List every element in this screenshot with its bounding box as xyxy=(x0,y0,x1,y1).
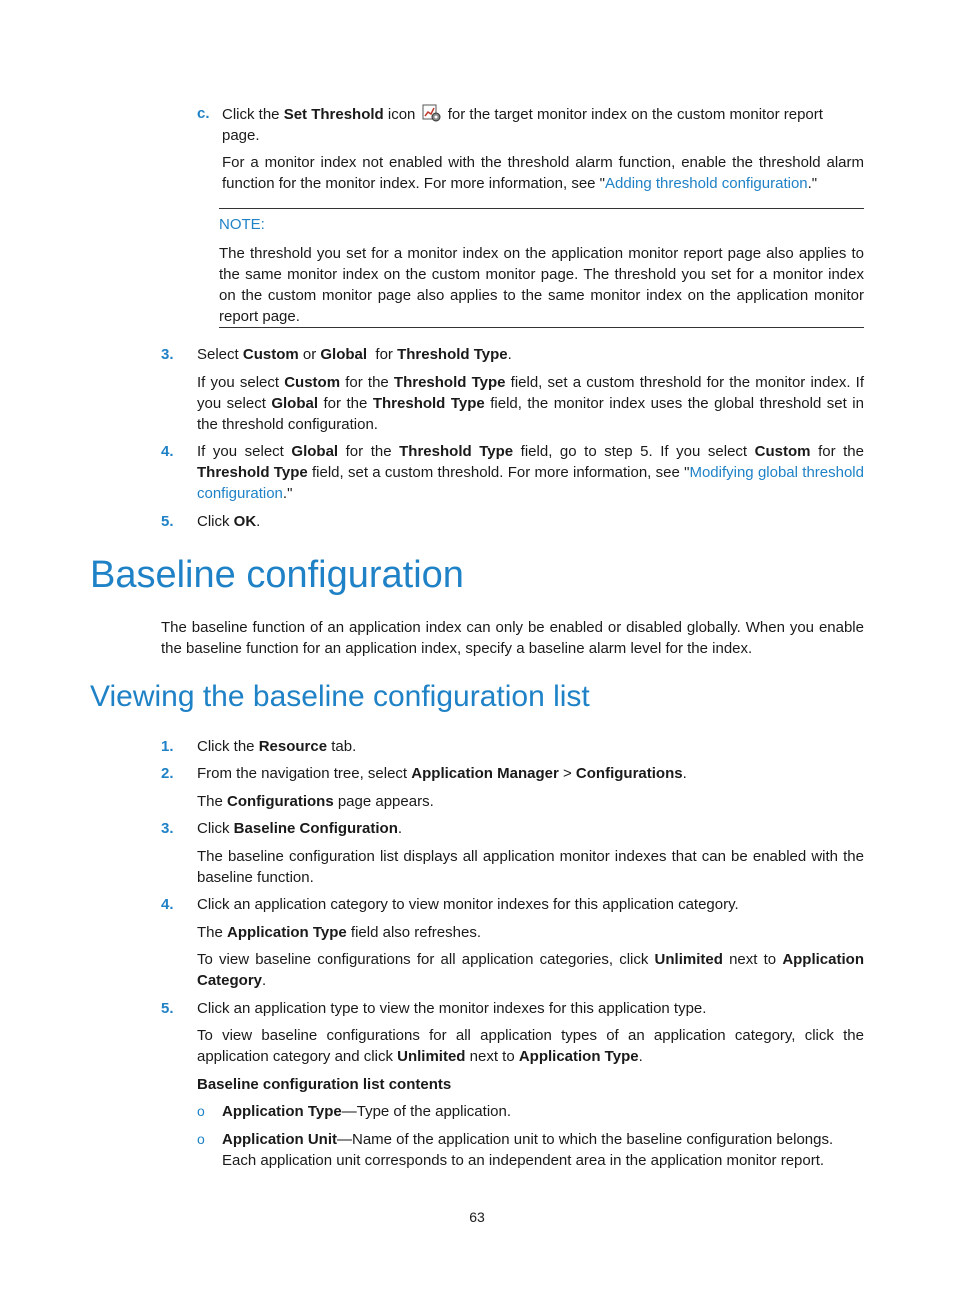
view-step-2-number: 2. xyxy=(161,765,174,782)
view-step-2-detail: The Configurations page appears. xyxy=(197,793,434,810)
page-number: 63 xyxy=(469,1209,485,1225)
set-threshold-icon xyxy=(422,103,442,123)
view-step-4-number: 4. xyxy=(161,896,174,913)
view-step-4-text: Click an application category to view monitor indexes for this application category. xyxy=(197,896,739,913)
step-c-text: Click the Set Threshold icon for the target monitor index on the custom monitor report page. xyxy=(222,103,864,146)
list-item-application-type: Application Type—Type of the application. xyxy=(222,1103,512,1120)
view-step-2-text: From the navigation tree, select Application Manager > Configurations. xyxy=(197,765,687,782)
modifying-global-threshold-link[interactable]: Modifying global threshold configuration xyxy=(197,464,864,502)
step-c-marker: c. xyxy=(197,105,210,122)
step-4-text: If you select Global for the Threshold Type field, go to step 5. If you select Custom for the Threshold Type field, set a custom threshold. For more information, see "Modifying global threshold configuration." xyxy=(197,443,864,502)
view-step-5-text: Click an application type to view the monitor indexes for this application type. xyxy=(197,1000,707,1017)
bullet-2-glyph: o xyxy=(197,1131,205,1147)
view-step-3-text: Click Baseline Configuration. xyxy=(197,820,403,837)
note-label: NOTE: xyxy=(219,216,265,233)
baseline-heading: Baseline configuration xyxy=(90,554,464,596)
note-top-rule xyxy=(219,208,864,209)
view-step-3-number: 3. xyxy=(161,820,174,837)
note-bottom-rule xyxy=(219,327,864,328)
adding-threshold-link[interactable]: Adding threshold configuration xyxy=(605,175,808,192)
step-4-number: 4. xyxy=(161,443,174,460)
view-step-5-detail: To view baseline configurations for all application types of an application category, click the application category and click Unlimited next to Application Type. xyxy=(197,1027,864,1065)
list-title: Baseline configuration list contents xyxy=(197,1076,452,1093)
view-step-4-detail-1: The Application Type field also refreshes. xyxy=(197,924,481,941)
view-step-4-detail-2: To view baseline configurations for all application categories, click Unlimited next to Application Category. xyxy=(197,951,864,989)
step-3-number: 3. xyxy=(161,346,174,363)
step-c-detail: For a monitor index not enabled with the threshold alarm function, enable the threshold alarm function for the monitor index. For more information, see "Adding threshold configuration." xyxy=(222,154,864,192)
step-5-text: Click OK. xyxy=(197,513,261,530)
view-step-5-number: 5. xyxy=(161,1000,174,1017)
note-text: The threshold you set for a monitor index on the application monitor report page also applies to the same monitor index on the custom monitor page. The threshold you set for a monitor index on the custom monitor page also applies to the same monitor index on the application monitor report page. xyxy=(219,245,864,325)
baseline-intro: The baseline function of an application index can only be enabled or disabled globally. When you enable the baseline function for an application index, specify a baseline alarm level for the index. xyxy=(161,619,864,657)
view-step-3-detail: The baseline configuration list displays all application monitor indexes that can be enabled with the baseline function. xyxy=(197,848,864,886)
step-3-text: Select Custom or Global for Threshold Type. xyxy=(197,346,512,363)
bullet-1-glyph: o xyxy=(197,1103,205,1119)
list-item-application-unit: Application Unit—Name of the application unit to which the baseline configuration belongs. Each application unit corresponds to an independent area in the application monitor report. xyxy=(222,1131,834,1169)
step-5-number: 5. xyxy=(161,513,174,530)
step-3-detail: If you select Custom for the Threshold Type field, set a custom threshold for the monitor index. If you select Global for the Threshold Type field, the monitor index uses the global threshold set in the threshold configuration. xyxy=(197,374,864,433)
viewing-heading: Viewing the baseline configuration list xyxy=(90,680,590,713)
view-step-1-number: 1. xyxy=(161,738,174,755)
view-step-1-text: Click the Resource tab. xyxy=(197,738,357,755)
